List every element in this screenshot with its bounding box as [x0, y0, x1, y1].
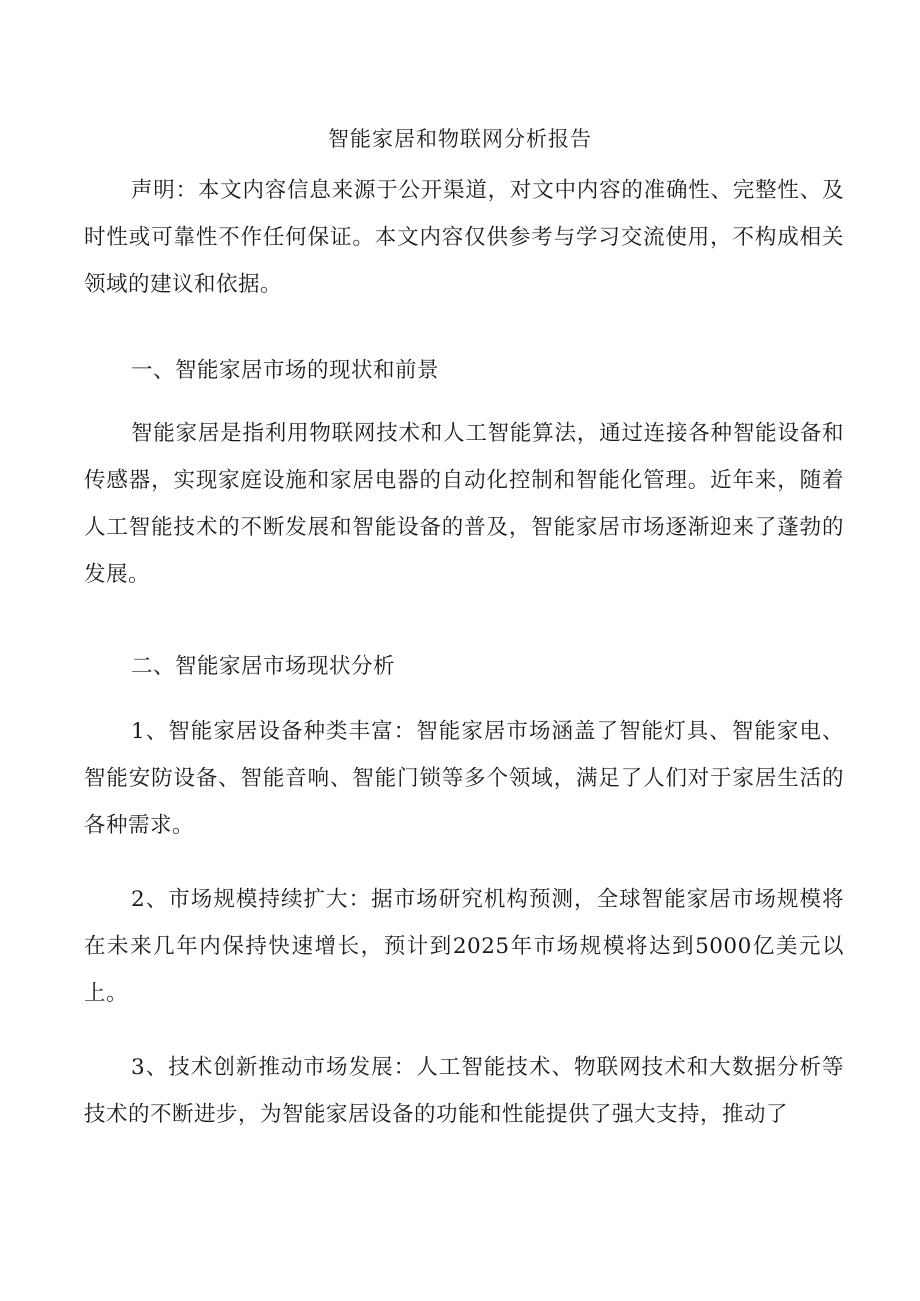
section-heading-2: 二、智能家居市场现状分析	[131, 654, 396, 679]
section-heading-1: 一、智能家居市场的现状和前景	[131, 358, 440, 383]
document-title: 智能家居和物联网分析报告	[328, 127, 592, 151]
list-item-1: 1、智能家居设备种类丰富：智能家居市场涵盖了智能灯具、智能家电、智能安防设备、智能音响、智能门锁等多个领域，满足了人们对于家居生活的各种需求。	[84, 719, 844, 838]
disclaimer-paragraph: 声明：本文内容信息来源于公开渠道，对文中内容的准确性、完整性、及时性或可靠性不作任何保证。本文内容仅供参考与学习交流使用，不构成相关领域的建议和依据。	[84, 178, 844, 297]
list-item-2: 2、市场规模持续扩大：据市场研究机构预测，全球智能家居市场规模将在未来几年内保持快速增长，预计到2025年市场规模将达到5000亿美元以上。	[84, 887, 844, 1006]
list-item-3: 3、技术创新推动市场发展：人工智能技术、物联网技术和大数据分析等技术的不断进步，为智能家居设备的功能和性能提供了强大支持，推动了	[84, 1055, 844, 1127]
section-1-paragraph: 智能家居是指利用物联网技术和人工智能算法，通过连接各种智能设备和传感器，实现家庭设施和家居电器的自动化控制和智能化管理。近年来，随着人工智能技术的不断发展和智能设备的普及，智能家居市场逐渐迎来了蓬勃的发展。	[84, 421, 844, 587]
